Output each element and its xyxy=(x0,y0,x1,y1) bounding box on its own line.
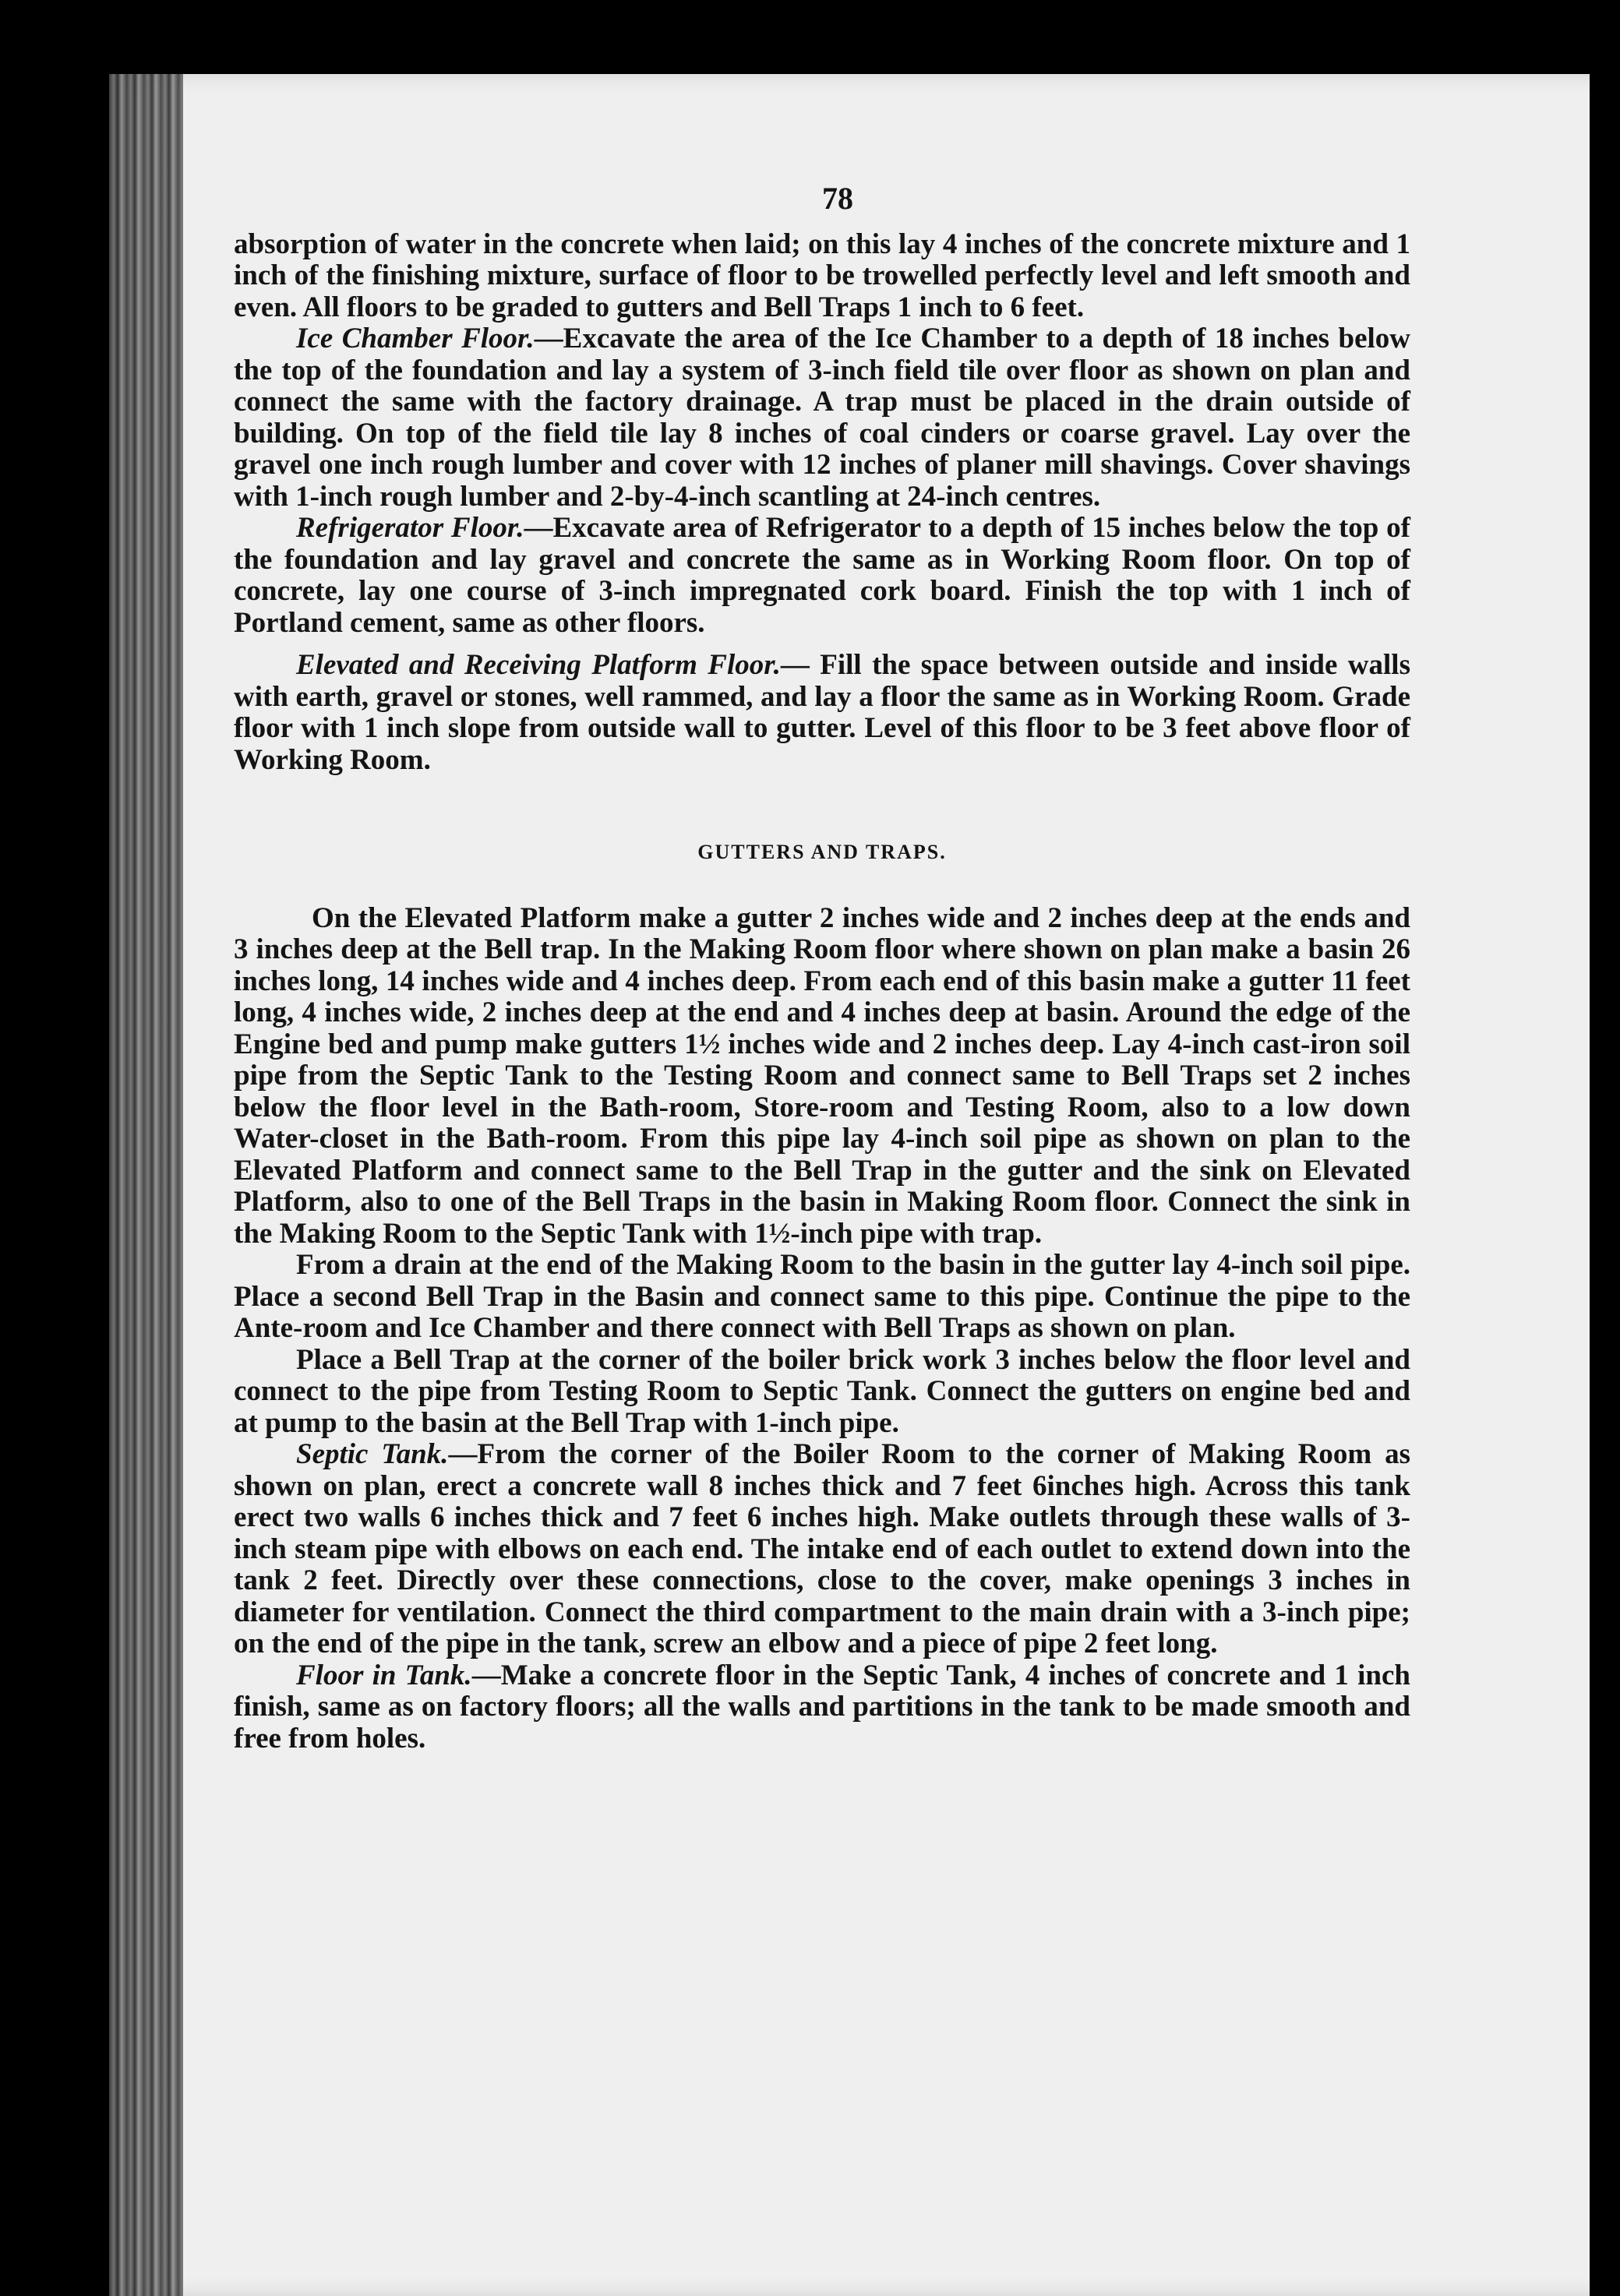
septic-tank-text: —From the corner of the Boiler Room to the corner of Making Room as shown on plan, erect a concrete wall 8 inches thick and 7 feet 6inches high. Across this tank erect two walls 6 inches thick and 7 feet 6 inches high. Make outlets through these walls of 3-inch steam pipe with elbows on each end. The intake end of each outlet to extend down into the tank 2 feet. Directly over these connections, close to the cover, make openings 3 inches in diameter for ventilation. Connect the third compartment to the main drain with a 3-inch pipe; on the end of the pipe in the tank, screw an elbow and a piece of pipe 2 feet long. xyxy=(234,1438,1410,1659)
refrigerator-floor-heading: Refrigerator Floor. xyxy=(296,512,524,544)
page-number: 78 xyxy=(822,181,853,216)
refrigerator-floor-text: —Excavate area of Refrigerator to a depth of 15 inches below the top of the foundation and lay gravel and concrete the same as in Working Room floor. On top of concrete, lay one course of 3-inch impregnated cork board. Finish the top with 1 inch of Portland cement, same as other floors. xyxy=(234,512,1410,639)
gutters-paragraph-3: Place a Bell Trap at the corner of the boiler brick work 3 inches below the floor level and connect to the pipe from Testing Room to Septic Tank. Connect the gutters on engine bed and at pump to the basin at the Bell Trap with 1-inch pipe. xyxy=(234,1343,1410,1439)
page-text-block xyxy=(234,183,1410,1755)
ice-chamber-floor-heading: Ice Chamber Floor. xyxy=(296,323,535,354)
septic-tank-paragraph xyxy=(234,1439,1410,1660)
ice-chamber-floor-text: —Excavate the area of the Ice Chamber to a depth of 18 inches below the top of the foundation and lay a system of 3-inch field tile over floor as shown on plan and connect the same with the factory drainage. A trap must be placed in the drain outside of building. On top of the field tile lay 8 inches of coal cinders or coarse gravel. Lay over the gravel one inch rough lumber and cover with 12 inches of planer mill shavings. Cover shavings with 1-inch rough lumber and 2-by-4-inch scantling at 24-inch centres. xyxy=(234,323,1411,513)
ice-chamber-floor-paragraph xyxy=(234,323,1410,513)
platform-floor-text: — Fill the space between outside and inside walls with earth, gravel or stones, well rammed, and lay a floor the same as in Working Room. Grade floor with 1 inch slope from outside wall to gutter. Level of this floor to be 3 feet above floor of Working Room. xyxy=(234,649,1410,776)
floor-in-tank-paragraph xyxy=(234,1660,1410,1755)
scan-right-edge xyxy=(1590,0,1620,2296)
refrigerator-floor-paragraph xyxy=(234,513,1410,639)
platform-floor-paragraph xyxy=(234,650,1410,776)
floor-in-tank-text: —Make a concrete floor in the Septic Tank, 4 inches of concrete and 1 inch finish, same as on factory floors; all the walls and partitions in the tank to be made smooth and free from holes. xyxy=(234,1659,1410,1755)
septic-tank-heading: Septic Tank. xyxy=(296,1438,449,1470)
gutters-paragraph-1: On the Elevated Platform make a gutter 2 inches wide and 2 inches deep at the ends and 3 inches deep at the Bell trap. In the Making Room floor where shown on plan make a basin 26 inches long, 14 inches wide and 4 inches deep. From each end of this basin make a gutter 11 feet long, 4 inches wide, 2 inches deep at the end and 4 inches deep at basin. Around the edge of the Engine bed and pump make gutters 1½ inches wide and 2 inches deep. Lay 4-inch cast-iron soil pipe from the Septic Tank to the Testing Room and connect same to Bell Traps set 2 inches below the floor level in the Bath-room, Store-room and Testing Room, also to a low down Water-closet in the Bath-room. From this pipe lay 4-inch soil pipe as shown on plan to the Elevated Platform and connect same to the Bell Trap in the gutter and the sink on Elevated Platform, also to one of the Bell Traps in the basin in Making Room floor. Connect the sink in the Making Room to the Septic Tank with 1½-inch pipe with trap. xyxy=(234,901,1410,1250)
page-binding-edge xyxy=(109,74,183,2296)
section-heading-gutters-and-traps: GUTTERS AND TRAPS. xyxy=(697,841,947,863)
floor-in-tank-heading: Floor in Tank. xyxy=(296,1659,472,1691)
platform-floor-heading: Elevated and Receiving Platform Floor. xyxy=(296,649,781,681)
gutters-paragraph-2: From a drain at the end of the Making Room to the basin in the gutter lay 4-inch soil pipe. Place a second Bell Trap in the Basin and connect same to this pipe. Continue the pipe to the Ante-room and Ice Chamber and there connect with Bell Traps as shown on plan. xyxy=(234,1249,1410,1344)
intro-paragraph: absorption of water in the concrete when laid; on this lay 4 inches of the concrete mixture and 1 inch of the finishing mixture, surface of floor to be trowelled perfectly level and left smooth and even. All floors to be graded to gutters and Bell Traps 1 inch to 6 feet. xyxy=(234,227,1410,323)
